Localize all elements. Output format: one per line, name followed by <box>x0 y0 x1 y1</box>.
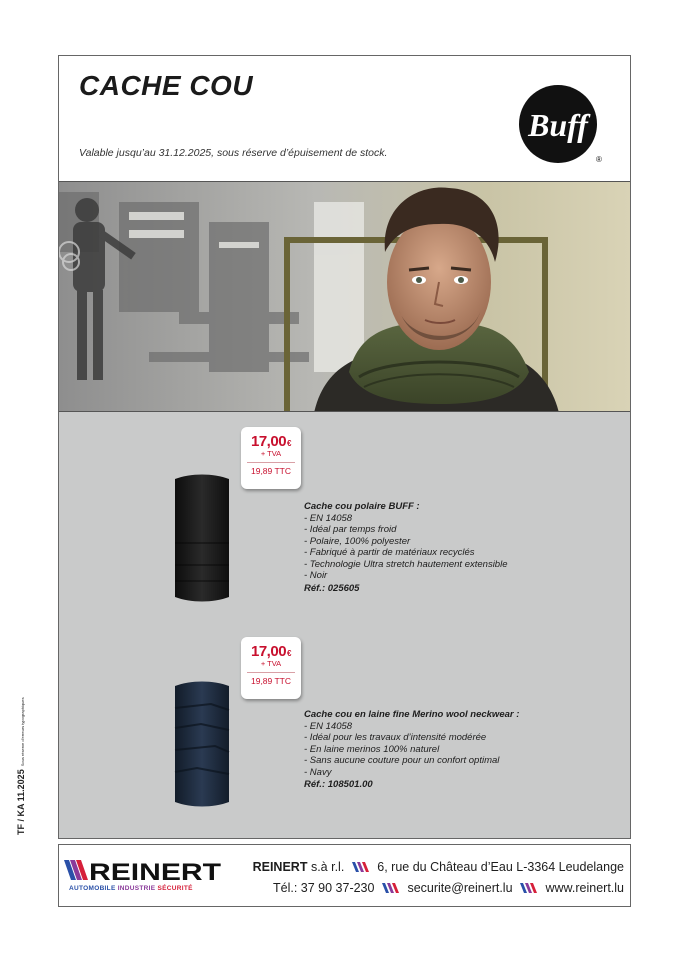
price-tag <box>241 637 301 699</box>
flyer-header <box>59 56 630 181</box>
feature-item: - Polaire, 100% polyester <box>304 535 411 547</box>
validity-note: Valable jusqu’au 31.12.2025, sous réserve d’épuisement de stock. <box>79 147 388 159</box>
product-description <box>304 709 519 791</box>
stripes-separator-icon <box>382 883 400 893</box>
price-divider <box>247 672 295 673</box>
company-footer <box>58 844 631 907</box>
company-phone[interactable]: Tél.: 37 90 37-230 <box>273 881 375 895</box>
flyer-frame <box>58 55 631 839</box>
tagline-automobile: AUTOMOBILE <box>69 885 116 892</box>
reinert-logo-text: REINERT <box>89 859 222 882</box>
products-panel <box>59 412 630 838</box>
price-currency: € <box>287 649 291 658</box>
product-description <box>304 501 508 594</box>
product-image-polar-black <box>171 473 233 603</box>
price-currency: € <box>287 439 291 448</box>
feature-item: - Idéal par temps froid <box>304 524 397 535</box>
buff-logo <box>512 84 608 164</box>
reinert-logo <box>64 858 224 882</box>
feature-item: - Technologie Ultra stretch hautement extensible <box>304 558 508 570</box>
product-title: Cache cou en laine fine Merino wool neckwear : <box>304 709 520 720</box>
company-website-link[interactable]: www.reinert.lu <box>545 881 624 895</box>
product-reference: Réf.: 025605 <box>304 582 360 594</box>
stripes-separator-icon <box>520 883 538 893</box>
company-email-link[interactable]: securite@reinert.lu <box>407 881 513 895</box>
feature-item: - En laine merinos 100% naturel <box>304 743 440 755</box>
feature-item: - Noir <box>304 570 328 581</box>
feature-item: - Idéal pour les travaux d’intensité modérée <box>304 732 487 743</box>
document-code-main: TF / KA 11.2025 <box>16 769 26 835</box>
company-name: REINERT <box>252 860 308 874</box>
reinert-tagline <box>69 885 193 892</box>
company-contact-line <box>273 881 624 895</box>
hero-photo <box>59 181 630 412</box>
price-ttc: 19,89 TTC <box>250 676 291 686</box>
tagline-industrie: INDUSTRIE <box>117 885 156 892</box>
company-address: 6, rue du Château d’Eau L-3364 Leudelange <box>377 860 624 874</box>
price-value: 17,00 <box>251 643 287 660</box>
product-title: Cache cou polaire BUFF : <box>304 501 420 512</box>
price-tag <box>241 427 301 489</box>
company-address-line <box>253 860 624 874</box>
price-tva: + TVA <box>260 659 282 668</box>
hero-photo-illustration <box>59 182 630 412</box>
price-value: 17,00 <box>251 433 287 450</box>
feature-item: - Fabriqué à partir de matériaux recyclés <box>304 547 475 558</box>
product-reference: Réf.: 108501.00 <box>304 779 373 790</box>
page-title: CACHE COU <box>79 70 254 101</box>
product-image-merino-navy <box>171 680 233 808</box>
feature-item: - EN 14058 <box>304 720 353 732</box>
feature-item: - Sans aucune couture pour un confort optimal <box>304 755 500 766</box>
price-tva: + TVA <box>260 449 282 458</box>
company-legal-form: s.à r.l. <box>310 860 345 874</box>
stripes-separator-icon <box>352 862 370 872</box>
feature-item: - Navy <box>304 766 332 778</box>
price-divider <box>247 462 295 463</box>
tagline-securite: SÉCURITÉ <box>157 885 193 892</box>
registered-mark: ® <box>596 155 602 164</box>
buff-logo-text: Buff <box>528 107 588 143</box>
document-code-disclaimer: Sous réserve d’erreurs typographiques <box>20 697 25 767</box>
document-code <box>16 697 26 835</box>
feature-item: - EN 14058 <box>304 512 353 524</box>
price-ttc: 19,89 TTC <box>250 466 291 476</box>
